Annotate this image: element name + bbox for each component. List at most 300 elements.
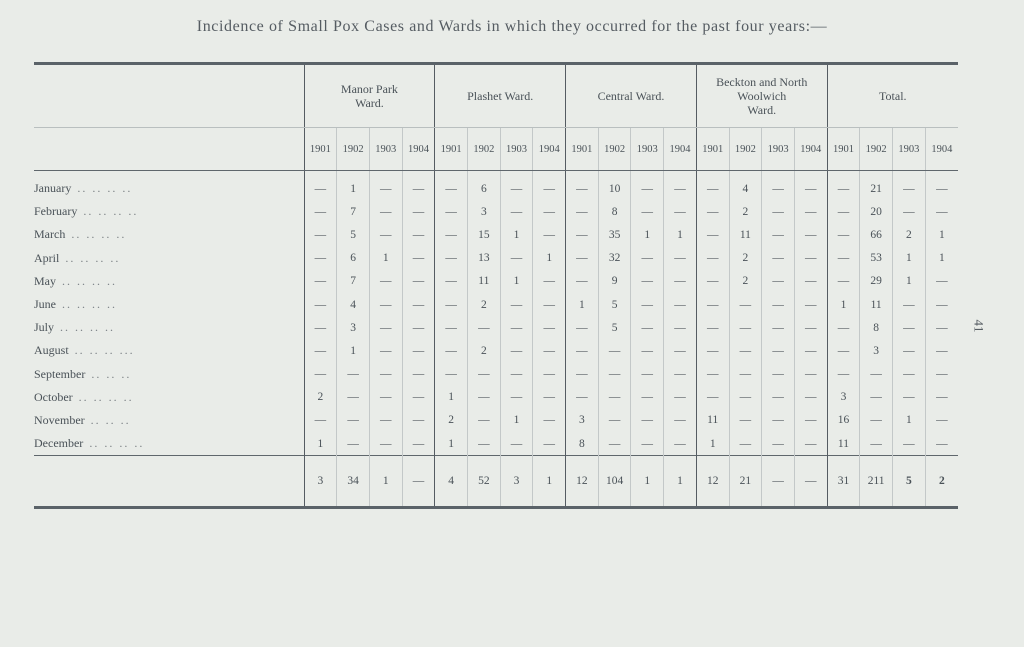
total-cell: 1 xyxy=(533,456,566,508)
data-cell: — xyxy=(892,316,925,339)
data-cell: — xyxy=(533,432,566,456)
data-cell: — xyxy=(500,171,533,201)
total-cell: — xyxy=(402,456,435,508)
data-cell: — xyxy=(762,432,795,456)
data-cell: — xyxy=(696,293,729,316)
leader-dots: .. .. .. .. xyxy=(83,204,139,219)
data-cell: — xyxy=(435,247,468,270)
month-label: September xyxy=(34,366,86,381)
blank-header-cell xyxy=(34,64,304,128)
data-cell: 2 xyxy=(729,270,762,293)
data-cell: — xyxy=(500,200,533,223)
data-cell: — xyxy=(664,386,697,409)
data-cell: — xyxy=(304,409,337,432)
data-cell: 1 xyxy=(892,270,925,293)
year-header-cell: 1903 xyxy=(892,128,925,171)
total-cell: 12 xyxy=(566,456,599,508)
data-cell: — xyxy=(304,171,337,201)
data-cell: 1 xyxy=(827,293,860,316)
year-header-cell: 1904 xyxy=(925,128,958,171)
data-cell: — xyxy=(696,171,729,201)
month-label-cell xyxy=(34,270,304,293)
data-cell: — xyxy=(729,386,762,409)
data-cell: 11 xyxy=(467,270,500,293)
data-cell: — xyxy=(304,223,337,246)
data-cell: — xyxy=(729,293,762,316)
data-cell: — xyxy=(892,363,925,386)
data-cell: — xyxy=(631,200,664,223)
year-header-cell: 1902 xyxy=(860,128,893,171)
total-cell: 4 xyxy=(435,456,468,508)
data-cell: 1 xyxy=(337,339,370,362)
data-cell: 1 xyxy=(500,270,533,293)
data-cell: — xyxy=(435,270,468,293)
data-cell: — xyxy=(762,316,795,339)
data-cell: — xyxy=(925,293,958,316)
data-cell: — xyxy=(664,339,697,362)
month-label: August xyxy=(34,343,69,358)
year-header-cell: 1901 xyxy=(696,128,729,171)
year-header-cell: 1902 xyxy=(729,128,762,171)
data-cell: — xyxy=(631,171,664,201)
data-cell: 35 xyxy=(598,223,631,246)
year-header-cell: 1902 xyxy=(337,128,370,171)
data-cell: 1 xyxy=(925,247,958,270)
data-cell: — xyxy=(827,339,860,362)
data-cell: 32 xyxy=(598,247,631,270)
data-cell: — xyxy=(794,363,827,386)
data-cell: — xyxy=(402,386,435,409)
data-cell: — xyxy=(402,316,435,339)
data-cell: — xyxy=(369,432,402,456)
data-cell: 3 xyxy=(467,200,500,223)
leader-dots: .. .. .. xyxy=(91,366,132,381)
data-cell: 11 xyxy=(860,293,893,316)
data-cell: — xyxy=(664,270,697,293)
data-cell: — xyxy=(729,339,762,362)
data-cell: — xyxy=(664,316,697,339)
year-header-cell: 1903 xyxy=(500,128,533,171)
total-cell: 3 xyxy=(304,456,337,508)
data-cell: — xyxy=(566,171,599,201)
data-cell: — xyxy=(566,270,599,293)
data-cell: — xyxy=(827,223,860,246)
data-cell: 1 xyxy=(435,432,468,456)
data-cell: — xyxy=(762,363,795,386)
data-cell: — xyxy=(598,339,631,362)
data-cell: — xyxy=(696,270,729,293)
data-cell: — xyxy=(402,270,435,293)
data-cell: — xyxy=(827,200,860,223)
data-cell: — xyxy=(467,432,500,456)
data-cell: — xyxy=(533,200,566,223)
data-cell: — xyxy=(631,293,664,316)
data-cell: — xyxy=(696,200,729,223)
data-cell: — xyxy=(402,432,435,456)
data-cell: 1 xyxy=(500,223,533,246)
data-cell: — xyxy=(794,432,827,456)
data-cell: 20 xyxy=(860,200,893,223)
data-cell: — xyxy=(827,363,860,386)
leader-dots: .. .. .. .. xyxy=(89,436,145,451)
data-cell: — xyxy=(500,316,533,339)
data-cell: 10 xyxy=(598,171,631,201)
data-cell: — xyxy=(435,363,468,386)
year-header-cell: 1904 xyxy=(664,128,697,171)
data-cell: — xyxy=(500,363,533,386)
data-cell: 3 xyxy=(827,386,860,409)
data-cell: — xyxy=(566,339,599,362)
table-row xyxy=(34,247,958,270)
total-cell: 1 xyxy=(631,456,664,508)
data-cell: — xyxy=(566,247,599,270)
data-cell: — xyxy=(533,339,566,362)
data-cell: — xyxy=(435,316,468,339)
data-cell: 1 xyxy=(925,223,958,246)
data-cell: — xyxy=(631,409,664,432)
data-cell: — xyxy=(729,409,762,432)
leader-dots: .. .. .. .. xyxy=(77,181,133,196)
data-cell: — xyxy=(827,270,860,293)
data-cell: — xyxy=(762,293,795,316)
data-cell: 3 xyxy=(860,339,893,362)
data-cell: 1 xyxy=(696,432,729,456)
year-header-row xyxy=(34,128,958,171)
total-cell: 12 xyxy=(696,456,729,508)
data-cell: — xyxy=(631,270,664,293)
leader-dots: .. .. .. .. xyxy=(78,389,134,404)
data-cell: — xyxy=(892,432,925,456)
data-cell: — xyxy=(533,363,566,386)
group-header-plashet xyxy=(435,64,566,128)
data-cell: — xyxy=(435,171,468,201)
table-row xyxy=(34,223,958,246)
data-cell: — xyxy=(598,409,631,432)
month-label: December xyxy=(34,436,84,451)
data-cell: 7 xyxy=(337,200,370,223)
total-cell: 211 xyxy=(860,456,893,508)
data-cell: — xyxy=(337,363,370,386)
month-label: May xyxy=(34,273,56,288)
data-cell: — xyxy=(533,386,566,409)
data-cell: 1 xyxy=(566,293,599,316)
data-cell: — xyxy=(892,339,925,362)
table-row xyxy=(34,171,958,201)
data-cell: — xyxy=(664,432,697,456)
data-cell: — xyxy=(467,363,500,386)
data-cell: — xyxy=(500,293,533,316)
data-cell: 9 xyxy=(598,270,631,293)
data-cell: — xyxy=(827,247,860,270)
data-cell: — xyxy=(631,339,664,362)
table-row xyxy=(34,200,958,223)
data-cell: — xyxy=(892,386,925,409)
data-cell: — xyxy=(533,409,566,432)
data-cell: — xyxy=(402,293,435,316)
data-cell: 5 xyxy=(337,223,370,246)
data-cell: 6 xyxy=(467,171,500,201)
data-cell: — xyxy=(925,386,958,409)
year-header-cell: 1902 xyxy=(598,128,631,171)
blank-header-cell xyxy=(34,128,304,171)
data-cell: — xyxy=(892,293,925,316)
year-header-cell: 1901 xyxy=(435,128,468,171)
data-cell: — xyxy=(794,409,827,432)
data-cell: — xyxy=(762,171,795,201)
data-cell: — xyxy=(402,200,435,223)
data-cell: — xyxy=(860,363,893,386)
group-label-line2: Ward. xyxy=(355,96,384,110)
data-cell: — xyxy=(304,339,337,362)
data-cell: — xyxy=(533,316,566,339)
data-cell: — xyxy=(794,339,827,362)
group-header-manor-park xyxy=(304,64,435,128)
data-cell: — xyxy=(664,171,697,201)
data-cell: — xyxy=(566,223,599,246)
data-cell: — xyxy=(794,293,827,316)
total-cell: 52 xyxy=(467,456,500,508)
data-cell: — xyxy=(566,386,599,409)
table-row xyxy=(34,339,958,362)
data-cell: — xyxy=(435,339,468,362)
group-header-central xyxy=(566,64,697,128)
data-cell: — xyxy=(467,409,500,432)
data-cell: — xyxy=(598,432,631,456)
data-cell: — xyxy=(696,339,729,362)
page-number: 41 xyxy=(971,319,987,333)
group-label: Total. xyxy=(879,89,907,103)
month-label: March xyxy=(34,227,66,242)
month-label-cell xyxy=(34,316,304,339)
data-cell: — xyxy=(304,200,337,223)
data-cell: — xyxy=(762,223,795,246)
data-cell: 2 xyxy=(892,223,925,246)
data-cell: — xyxy=(631,432,664,456)
data-cell: 1 xyxy=(369,247,402,270)
data-cell: 7 xyxy=(337,270,370,293)
data-cell: — xyxy=(598,363,631,386)
data-cell: 5 xyxy=(598,316,631,339)
totals-label-cell xyxy=(34,456,304,508)
data-cell: — xyxy=(500,432,533,456)
data-cell: — xyxy=(696,223,729,246)
group-header-total xyxy=(827,64,958,128)
data-cell: — xyxy=(337,432,370,456)
data-cell: — xyxy=(533,171,566,201)
data-cell: — xyxy=(762,409,795,432)
data-cell: — xyxy=(533,270,566,293)
month-label: April xyxy=(34,250,60,265)
table-row xyxy=(34,409,958,432)
data-cell: — xyxy=(402,409,435,432)
total-cell: 31 xyxy=(827,456,860,508)
group-label: Plashet Ward. xyxy=(467,89,534,103)
data-cell: 2 xyxy=(729,247,762,270)
smallpox-table xyxy=(34,62,958,509)
year-header-cell: 1901 xyxy=(566,128,599,171)
data-cell: 1 xyxy=(304,432,337,456)
data-cell: — xyxy=(729,363,762,386)
total-cell: — xyxy=(794,456,827,508)
data-cell: 11 xyxy=(827,432,860,456)
data-cell: — xyxy=(402,363,435,386)
data-cell: — xyxy=(925,432,958,456)
data-cell: — xyxy=(566,363,599,386)
data-cell: 3 xyxy=(337,316,370,339)
total-cell: 104 xyxy=(598,456,631,508)
group-label: Central Ward. xyxy=(597,89,665,103)
data-cell: — xyxy=(664,409,697,432)
year-header-cell: 1903 xyxy=(762,128,795,171)
data-cell: — xyxy=(566,316,599,339)
group-header-row xyxy=(34,64,958,128)
data-cell: — xyxy=(369,316,402,339)
leader-dots: .. .. .. .. xyxy=(65,250,121,265)
data-cell: 1 xyxy=(500,409,533,432)
data-cell: 8 xyxy=(566,432,599,456)
data-cell: — xyxy=(304,247,337,270)
data-cell: — xyxy=(794,386,827,409)
data-cell: — xyxy=(435,200,468,223)
data-cell: — xyxy=(762,270,795,293)
data-cell: 1 xyxy=(664,223,697,246)
data-cell: — xyxy=(794,316,827,339)
table-body xyxy=(34,171,958,456)
data-cell: — xyxy=(337,386,370,409)
month-label: November xyxy=(34,412,85,427)
data-cell: — xyxy=(631,363,664,386)
data-cell: 11 xyxy=(729,223,762,246)
leader-dots: .. .. .. ... xyxy=(74,343,135,358)
data-cell: — xyxy=(369,386,402,409)
year-header-cell: 1904 xyxy=(794,128,827,171)
data-cell: — xyxy=(369,200,402,223)
data-cell: 1 xyxy=(631,223,664,246)
data-cell: 15 xyxy=(467,223,500,246)
data-cell: — xyxy=(925,316,958,339)
data-cell: — xyxy=(631,247,664,270)
data-cell: 29 xyxy=(860,270,893,293)
data-cell: 6 xyxy=(337,247,370,270)
data-cell: — xyxy=(762,247,795,270)
data-cell: — xyxy=(794,171,827,201)
month-label-cell xyxy=(34,409,304,432)
group-label: Manor Park xyxy=(340,82,398,96)
data-cell: — xyxy=(598,386,631,409)
data-cell: 4 xyxy=(337,293,370,316)
data-cell: — xyxy=(860,409,893,432)
data-cell: — xyxy=(696,247,729,270)
data-cell: — xyxy=(402,223,435,246)
data-cell: — xyxy=(500,247,533,270)
data-cell: 1 xyxy=(892,409,925,432)
group-label: Beckton and North Woolwich xyxy=(716,75,808,103)
data-cell: — xyxy=(696,316,729,339)
data-cell: — xyxy=(664,200,697,223)
table-row xyxy=(34,432,958,456)
data-cell: — xyxy=(925,200,958,223)
data-cell: — xyxy=(664,293,697,316)
data-cell: — xyxy=(631,316,664,339)
data-cell: — xyxy=(304,293,337,316)
data-cell: — xyxy=(304,316,337,339)
month-label: June xyxy=(34,297,56,312)
data-cell: — xyxy=(500,339,533,362)
data-cell: 2 xyxy=(467,293,500,316)
total-cell: 1 xyxy=(369,456,402,508)
data-cell: — xyxy=(696,363,729,386)
leader-dots: .. .. .. .. xyxy=(71,227,127,242)
data-cell: — xyxy=(664,363,697,386)
data-cell: — xyxy=(402,247,435,270)
data-cell: 1 xyxy=(435,386,468,409)
total-cell: 3 xyxy=(500,456,533,508)
data-cell: — xyxy=(925,270,958,293)
total-cell: 21 xyxy=(729,456,762,508)
month-label: January xyxy=(34,181,72,196)
data-cell: — xyxy=(794,247,827,270)
data-cell: — xyxy=(402,171,435,201)
data-cell: 2 xyxy=(435,409,468,432)
group-header-beckton xyxy=(696,64,827,128)
data-cell: 1 xyxy=(892,247,925,270)
table-row xyxy=(34,270,958,293)
table-row xyxy=(34,386,958,409)
data-cell: — xyxy=(860,432,893,456)
data-cell: — xyxy=(892,200,925,223)
data-cell: 4 xyxy=(729,171,762,201)
data-cell: — xyxy=(369,409,402,432)
month-label-cell xyxy=(34,339,304,362)
month-label-cell xyxy=(34,200,304,223)
data-cell: — xyxy=(369,363,402,386)
total-cell: 34 xyxy=(337,456,370,508)
data-cell: 8 xyxy=(598,200,631,223)
data-cell: 11 xyxy=(696,409,729,432)
month-label-cell xyxy=(34,223,304,246)
data-cell: — xyxy=(304,270,337,293)
data-cell: 1 xyxy=(533,247,566,270)
data-cell: — xyxy=(892,171,925,201)
year-header-cell: 1902 xyxy=(467,128,500,171)
data-cell: 1 xyxy=(337,171,370,201)
data-cell: — xyxy=(533,293,566,316)
data-cell: — xyxy=(664,247,697,270)
data-cell: — xyxy=(925,171,958,201)
month-label-cell xyxy=(34,293,304,316)
data-cell: — xyxy=(435,293,468,316)
data-cell: — xyxy=(794,200,827,223)
data-cell: — xyxy=(304,363,337,386)
month-label: October xyxy=(34,389,73,404)
page-title: Incidence of Small Pox Cases and Wards in which they occurred for the past four years:— xyxy=(196,18,828,35)
data-cell: 2 xyxy=(729,200,762,223)
data-cell: — xyxy=(533,223,566,246)
year-header-cell: 1903 xyxy=(631,128,664,171)
month-label-cell xyxy=(34,386,304,409)
total-cell: 5 xyxy=(892,456,925,508)
total-cell: 2 xyxy=(925,456,958,508)
year-header-cell: 1904 xyxy=(402,128,435,171)
data-cell: — xyxy=(827,316,860,339)
data-cell: 16 xyxy=(827,409,860,432)
data-cell: — xyxy=(729,316,762,339)
data-cell: — xyxy=(369,293,402,316)
data-cell: 2 xyxy=(304,386,337,409)
data-cell: 66 xyxy=(860,223,893,246)
data-cell: — xyxy=(696,386,729,409)
data-cell: 8 xyxy=(860,316,893,339)
